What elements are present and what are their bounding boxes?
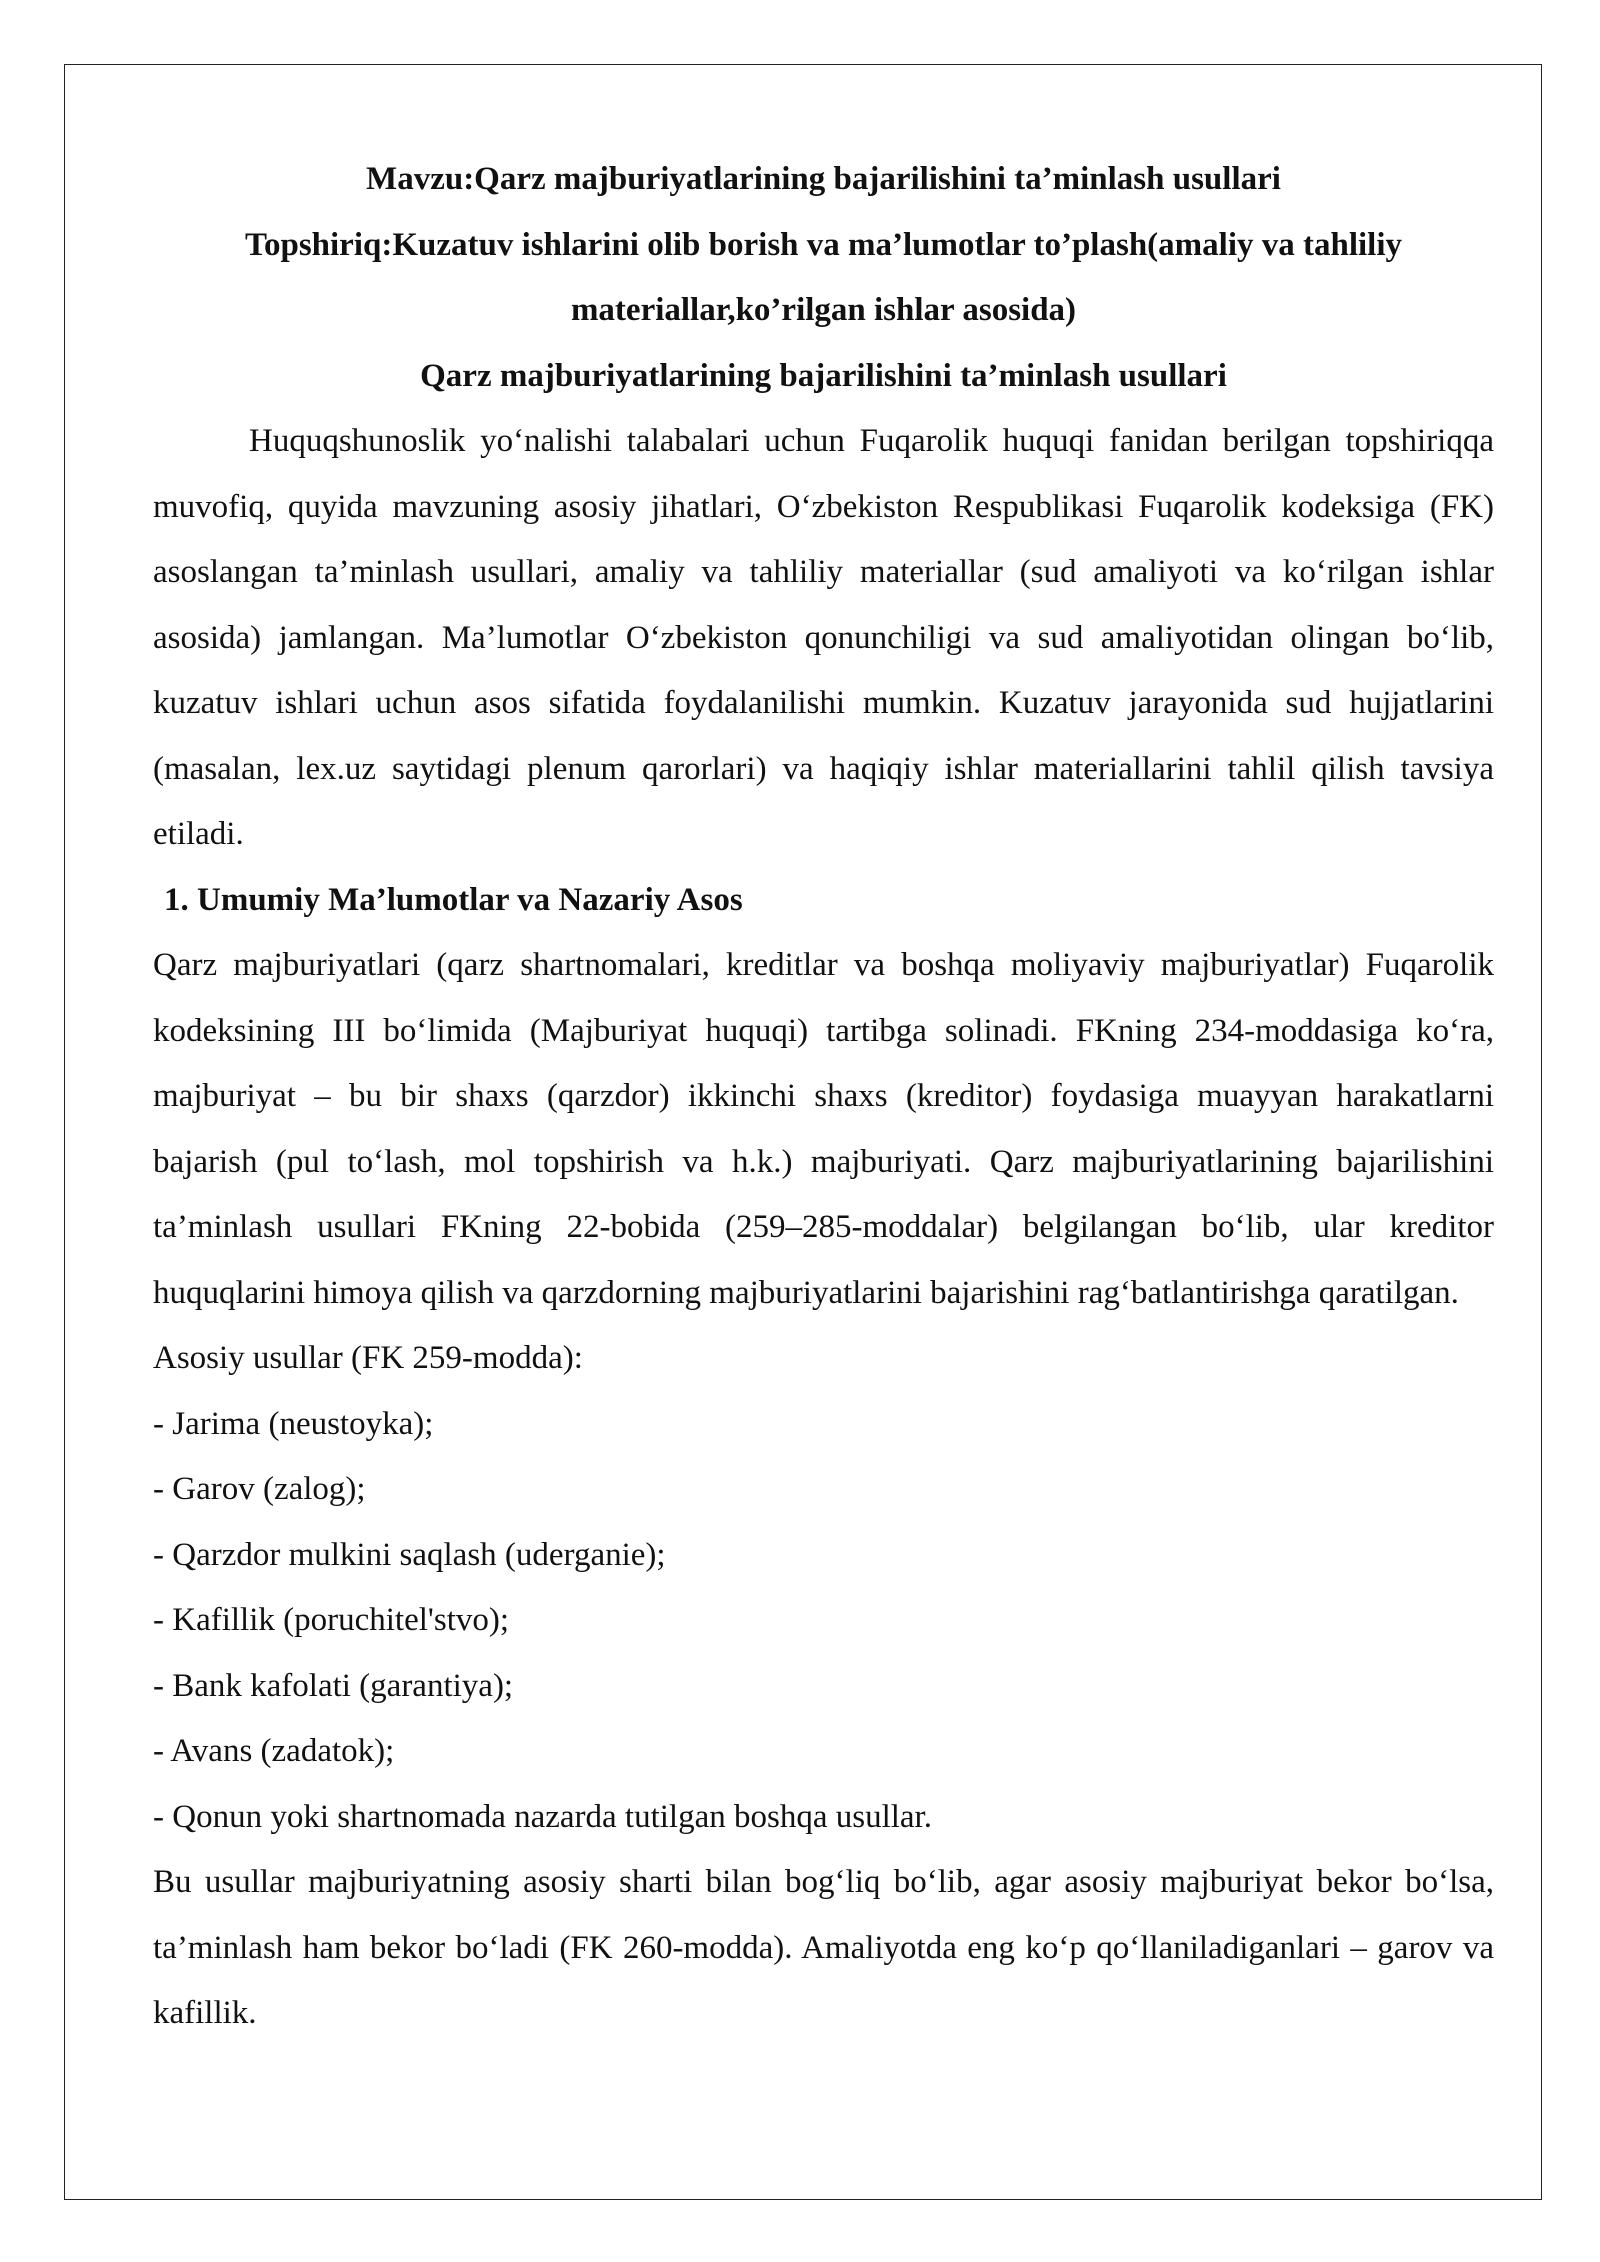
list-item: - Jarima (neustoyka); xyxy=(153,1405,434,1442)
closing-paragraph: Bu usullar majburiyatning asosiy sharti bilan bog‘liq bo‘lib, agar asosiy majburiyat bekor bo‘lsa, ta’minlash ham bekor bo‘ladi (FK 260-modda). Amaliyotda eng ko‘p qo‘llaniladiganlari – garov va kafillik. xyxy=(153,1864,1494,2031)
task-title: Topshiriq:Kuzatuv ishlarini olib borish va ma’lumotlar to’plash(amaliy va tahliliy materiallar,ko’rilgan ishlar asosida) xyxy=(244,226,1402,328)
list-item: - Avans (zadatok); xyxy=(153,1733,395,1769)
methods-intro: Asosiy usullar (FK 259-modda): xyxy=(153,1340,583,1376)
topic-title: Mavzu:Qarz majburiyatlarining bajarilishini ta’minlash usullari xyxy=(366,161,1281,197)
section-paragraph: Qarz majburiyatlari (qarz shartnomalari, kreditlar va boshqa moliyaviy majburiyatlar) Fuqarolik kodeksining III bo‘limida (Majburiyat huquqi) tartibga solinadi. FKning 234-moddasiga ko‘ra, majburiyat – bu bir shaxs (qarzdor) ikkinchi shaxs (kreditor) foydasiga muayyan harakatlarni bajarish (pul to‘lash, mol topshirish va h.k.) majburiyati. Qarz majburiyatlarining bajarilishini ta’minlash usullari FKning 22-bobida (259–285-moddalar) belgilangan bo‘lib, ular kreditor huquqlarini himoya qilish va qarzdorning majburiyatlarini bajarishini rag‘batlantirishga qaratilgan. xyxy=(153,947,1494,1311)
methods-list xyxy=(153,1392,1494,1851)
list-item: - Kafillik (poruchitel'stvo); xyxy=(153,1602,510,1638)
list-item: - Qarzdor mulkini saqlash (uderganie); xyxy=(153,1536,666,1573)
intro-paragraph: Huquqshunoslik yo‘nalishi talabalari uchun Fuqarolik huquqi fanidan berilgan topshiriqqa muvofiq, quyida mavzuning asosiy jihatlari, O‘zbekiston Respublikasi Fuqarolik kodeksiga (FK) asoslangan ta’minlash usullari, amaliy va tahliliy materiallar (sud amaliyoti va ko‘rilgan ishlar asosida) jamlangan. Ma’lumotlar O‘zbekiston qonunchiligi va sud amaliyotidan olingan bo‘lib, kuzatuv ishlari uchun asos sifatida foydalanilishi mumkin. Kuzatuv jarayonida sud hujjatlarini (masalan, lex.uz saytidagi plenum qarorlari) va haqiqiy ishlar materiallarini tahlil qilish tavsiya etiladi. xyxy=(153,423,1494,852)
list-item: - Garov (zalog); xyxy=(153,1471,366,1507)
main-title: Qarz majburiyatlarining bajarilishini ta’minlash usullari xyxy=(420,357,1227,394)
list-item: - Qonun yoki shartnomada nazarda tutilgan boshqa usullar. xyxy=(153,1798,932,1835)
section-heading: 1. Umumiy Ma’lumotlar va Nazariy Asos xyxy=(164,881,743,918)
list-item: - Bank kafolati (garantiya); xyxy=(153,1667,514,1704)
document-body xyxy=(153,147,1494,2047)
